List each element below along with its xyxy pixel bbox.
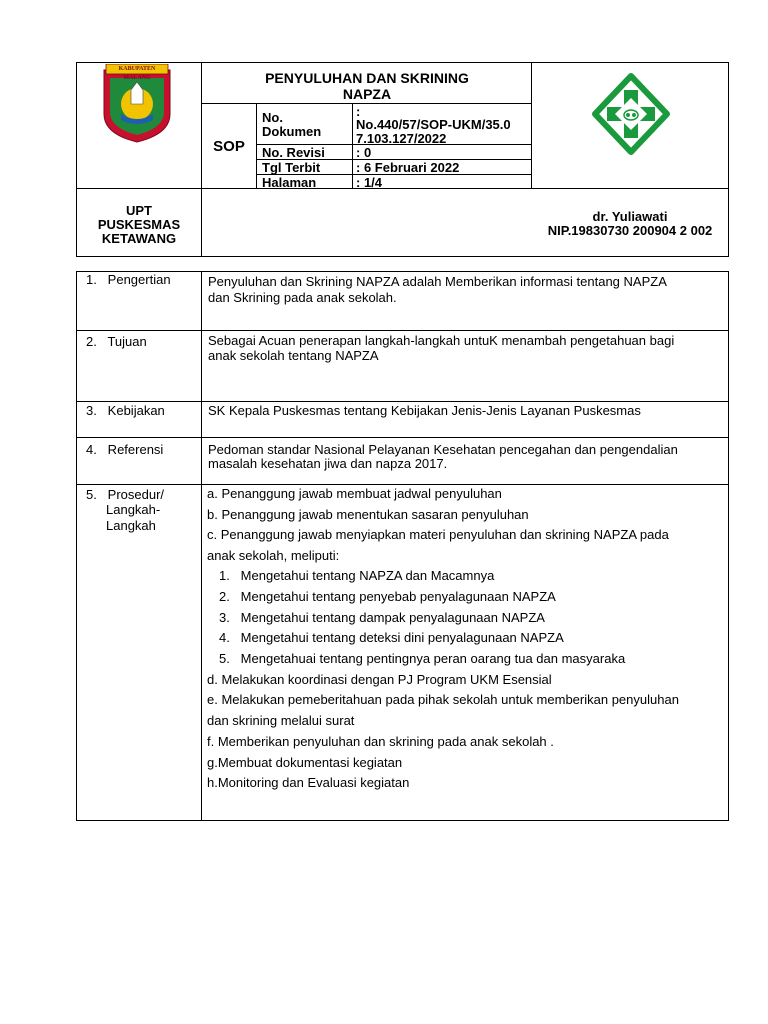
kebijakan-text: SK Kepala Puskesmas tentang Kebijakan Jenis-Jenis Layanan Puskesmas	[208, 403, 641, 418]
sop-label: SOP	[213, 138, 245, 155]
procedure-step-c-2: anak sekolah, meliputi:	[207, 548, 340, 563]
referensi-text-1: Pedoman standar Nasional Pelayanan Kesehatan pencegahan dan pengendalian	[208, 442, 678, 457]
kabupaten-malang-logo	[100, 64, 174, 144]
tujuan-text-2: anak sekolah tentang NAPZA	[208, 348, 379, 363]
doc-no-value-1: No.440/57/SOP-UKM/35.0	[356, 117, 511, 132]
halaman-label: Halaman	[262, 175, 317, 190]
section-label-pengertian: 1. Pengertian	[86, 272, 171, 287]
doc-no-label-1: No.	[262, 110, 283, 125]
procedure-step-g: g.Membuat dokumentasi kegiatan	[207, 755, 403, 770]
org-line3: KETAWANG	[101, 231, 177, 246]
signer-nip: NIP.19830730 200904 2 002	[547, 223, 713, 238]
procedure-subitem-3: 3. Mengetahui tentang dampak penyalagunaan NAPZA	[219, 610, 545, 625]
section-label-prosedur-2: Langkah-	[106, 502, 161, 517]
pengertian-text-1: Penyuluhan dan Skrining NAPZA adalah Memberikan informasi tentang NAPZA	[208, 274, 667, 289]
pengertian-text-2: dan Skrining pada anak sekolah.	[208, 290, 397, 305]
org-line1: UPT	[126, 203, 152, 218]
section-label-tujuan: 2. Tujuan	[86, 334, 147, 349]
revisi-label: No. Revisi	[262, 145, 325, 160]
procedure-subitem-4: 4. Mengetahui tentang deteksi dini penyalagunaan NAPZA	[219, 630, 564, 645]
procedure-step-e-2: dan skrining melalui surat	[207, 713, 355, 728]
org-line2: PUSKESMAS	[97, 217, 181, 232]
tujuan-text-1: Sebagai Acuan penerapan langkah-langkah untuK menambah pengetahuan bagi	[208, 333, 675, 348]
procedure-step-b: b. Penanggung jawab menentukan sasaran penyuluhan	[207, 507, 529, 522]
procedure-step-h: h.Monitoring dan Evaluasi kegiatan	[207, 775, 410, 790]
referensi-text-2: masalah kesehatan jiwa dan napza 2017.	[208, 456, 448, 471]
procedure-step-a: a. Penanggung jawab membuat jadwal penyuluhan	[207, 486, 502, 501]
revisi-value: : 0	[356, 145, 372, 160]
terbit-value: : 6 Februari 2022	[356, 160, 460, 175]
document-title-line1: PENYULUHAN DAN SKRINING	[265, 70, 469, 86]
procedure-subitem-5: 5. Mengetahuai tentang pentingnya peran oarang tua dan masyaraka	[219, 651, 626, 666]
procedure-step-c-1: c. Penanggung jawab menyiapkan materi penyuluhan dan skrining NAPZA pada	[207, 527, 669, 542]
signer-name: dr. Yuliawati	[592, 209, 668, 224]
terbit-label: Tgl Terbit	[262, 160, 321, 175]
logo-banner-text: KABUPATEN MALANG	[118, 66, 156, 81]
section-label-prosedur-1: 5. Prosedur/	[86, 487, 165, 502]
puskesmas-logo	[591, 72, 671, 156]
section-label-kebijakan: 3. Kebijakan	[86, 403, 165, 418]
procedure-subitem-1: 1. Mengetahui tentang NAPZA dan Macamnya	[219, 568, 495, 583]
section-label-prosedur-3: Langkah	[106, 518, 156, 533]
doc-no-label-2: Dokumen	[262, 124, 322, 139]
procedure-step-d: d. Melakukan koordinasi dengan PJ Program UKM Esensial	[207, 672, 552, 687]
section-label-referensi: 4. Referensi	[86, 442, 164, 457]
procedure-step-f: f. Memberikan penyuluhan dan skrining pada anak sekolah .	[207, 734, 554, 749]
halaman-value: : 1/4	[356, 175, 383, 190]
document-title-line2: NAPZA	[342, 86, 392, 102]
doc-no-colon: :	[356, 104, 361, 119]
doc-no-value-2: 7.103.127/2022	[356, 131, 447, 146]
procedure-step-e-1: e. Melakukan pemeberitahuan pada pihak sekolah untuk memberikan penyuluhan	[207, 692, 679, 707]
procedure-subitem-2: 2. Mengetahui tentang penyebab penyalagunaan NAPZA	[219, 589, 556, 604]
